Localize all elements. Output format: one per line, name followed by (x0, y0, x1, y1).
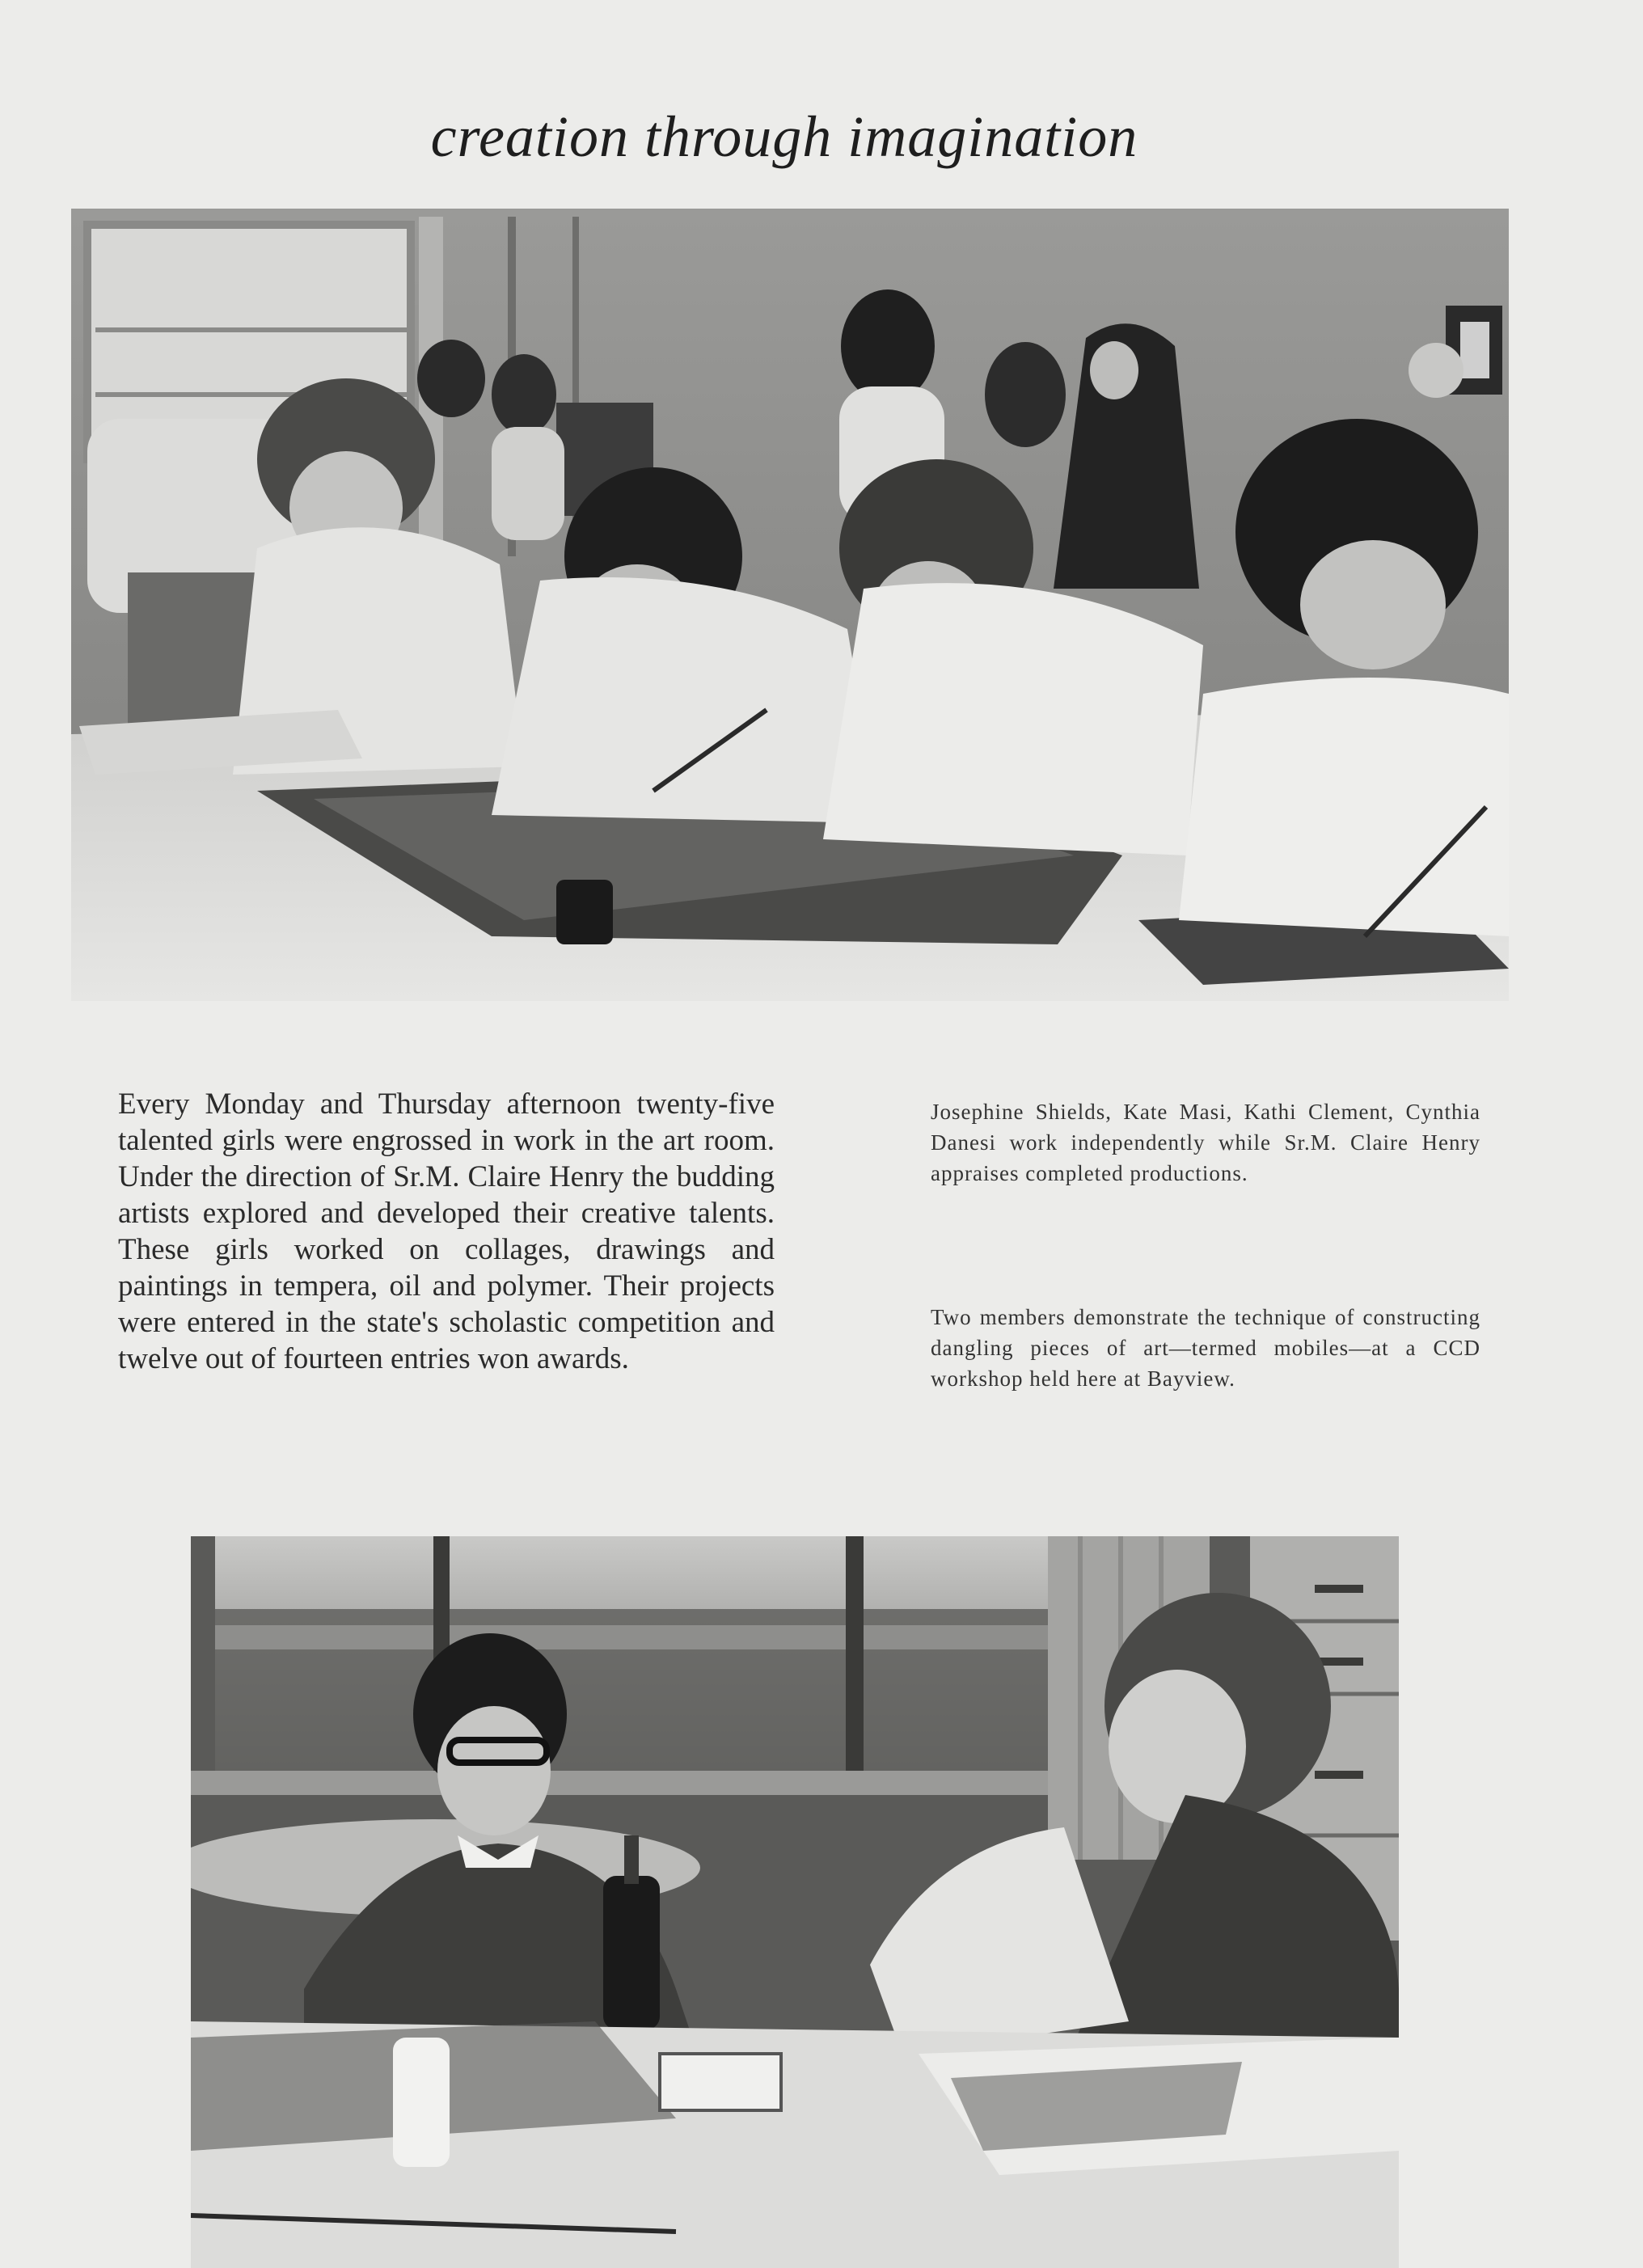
mobiles-workshop-photo (191, 1536, 1399, 2268)
page-title: creation through imagination (430, 104, 1138, 169)
caption-top-photo: Josephine Shields, Kate Masi, Kathi Clement, Cynthia Danesi work independently while Sr.M. Claire Henry appraises completed productions. (931, 1100, 1480, 1185)
art-class-photo (71, 209, 1509, 1001)
caption-bottom-photo: Two members demonstrate the technique of constructing dangling pieces of art—termed mobiles—at a CCD workshop held here at Bayview. (931, 1305, 1480, 1391)
body-paragraph: Every Monday and Thursday afternoon twenty-five talented girls were engrossed in work in the art room. Under the direction of Sr.M. Claire Henry the budding artists explored and developed their creative talents. These girls worked on collages, drawings and paintings in tempera, oil and polymer. Their projects were entered in the state's scholastic competition and twelve out of fourteen entries won awards. (118, 1088, 775, 1375)
